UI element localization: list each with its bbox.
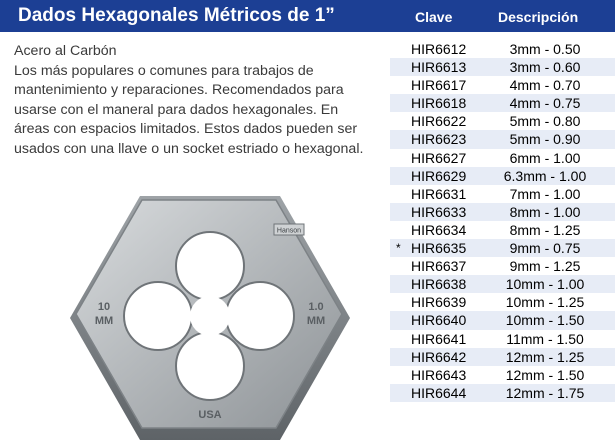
table-row — [390, 112, 615, 130]
row-code: HIR6617 — [411, 77, 467, 94]
table-row — [390, 130, 615, 148]
row-code: HIR6623 — [411, 131, 467, 148]
table-row — [390, 330, 615, 348]
die-stamp-left-size: 10 — [97, 301, 111, 313]
row-code: HIR6643 — [411, 366, 467, 383]
row-spec: 4mm - 0.70 — [509, 77, 581, 94]
table-row — [390, 293, 615, 311]
table-row — [390, 203, 615, 221]
row-spec: 7mm - 1.00 — [509, 185, 581, 202]
row-code: HIR6627 — [411, 149, 467, 166]
row-code: HIR6622 — [411, 113, 467, 130]
table-row — [390, 366, 615, 384]
die-hole-top — [176, 232, 244, 300]
row-code: HIR6613 — [411, 59, 467, 76]
description-line: Los más populares o comunes para trabajos de — [14, 62, 314, 79]
row-code: HIR6640 — [411, 312, 467, 329]
die-logo-text: Hanson — [276, 227, 302, 235]
row-code: HIR6633 — [411, 203, 467, 220]
row-code: HIR6638 — [411, 276, 467, 293]
description-line: usados con una llave o un socket estriado o hexagonal. — [14, 140, 364, 157]
row-spec: 10mm - 1.50 — [505, 312, 585, 329]
table-row — [390, 58, 615, 76]
die-hole-right — [226, 282, 294, 350]
product-table — [390, 40, 615, 402]
row-spec: 10mm - 1.00 — [505, 276, 585, 293]
hex-die-image — [60, 186, 355, 444]
table-row — [390, 94, 615, 112]
product-description — [14, 42, 386, 160]
die-stamp-right-size: 1.0 — [308, 301, 324, 313]
row-code: HIR6644 — [411, 384, 467, 401]
table-row — [390, 348, 615, 366]
row-spec: 5mm - 0.80 — [509, 113, 581, 130]
description-line: mantenimiento y reparaciones. Recomendados para — [14, 82, 344, 99]
row-spec: 3mm - 0.50 — [509, 41, 581, 57]
row-code: HIR6641 — [411, 330, 467, 347]
row-code: HIR6634 — [411, 221, 467, 238]
row-spec: 5mm - 0.90 — [509, 131, 581, 148]
row-spec: 6.3mm - 1.00 — [503, 167, 587, 184]
row-spec: 6mm - 1.00 — [509, 149, 581, 166]
die-center-hole — [190, 296, 230, 336]
die-stamp-left-unit: MM — [94, 315, 114, 327]
table-row — [390, 384, 615, 402]
row-spec: 9mm - 1.25 — [509, 258, 581, 275]
table-row — [390, 221, 615, 239]
description-line: usarse con el maneral para dados hexagonales. En — [14, 101, 339, 118]
table-row — [390, 167, 615, 185]
table-row — [390, 149, 615, 167]
row-spec: 9mm - 0.75 — [509, 240, 581, 257]
row-code: HIR6612 — [411, 41, 467, 57]
row-code: HIR6639 — [411, 294, 467, 311]
row-code: HIR6642 — [411, 348, 467, 365]
table-row — [390, 257, 615, 275]
die-hole-bottom — [176, 332, 244, 400]
row-code: HIR6629 — [411, 167, 467, 184]
description-line: Acero al Carbón — [14, 43, 117, 59]
row-code: HIR6618 — [411, 95, 467, 112]
column-header-clave: Clave — [415, 9, 453, 25]
column-header-descripcion: Descripción — [498, 9, 579, 25]
row-spec: 12mm - 1.25 — [505, 348, 585, 365]
page-title: Dados Hexagonales Métricos de 1” — [18, 5, 335, 26]
table-row — [390, 275, 615, 293]
row-code: HIR6631 — [411, 185, 467, 202]
description-line: áreas con espacios limitados. Estos dados pueden ser — [14, 121, 358, 138]
header-bar — [0, 0, 615, 32]
die-stamp-right-unit: MM — [306, 315, 326, 327]
die-stamp-bottom: USA — [198, 409, 222, 421]
table-row — [390, 311, 615, 329]
row-marker: * — [396, 241, 401, 256]
table-row — [390, 185, 615, 203]
row-spec: 10mm - 1.25 — [505, 294, 585, 311]
row-code: HIR6635 — [411, 240, 467, 257]
table-row — [390, 239, 615, 257]
die-hole-left — [124, 282, 192, 350]
row-spec: 12mm - 1.75 — [505, 384, 585, 401]
row-spec: 12mm - 1.50 — [505, 366, 585, 383]
table-row — [390, 40, 615, 58]
row-spec: 8mm - 1.00 — [509, 203, 581, 220]
row-code: HIR6637 — [411, 258, 467, 275]
row-spec: 11mm - 1.50 — [506, 330, 584, 347]
row-spec: 3mm - 0.60 — [509, 59, 581, 76]
table-row — [390, 76, 615, 94]
row-spec: 4mm - 0.75 — [509, 95, 581, 112]
row-spec: 8mm - 1.25 — [509, 221, 581, 238]
